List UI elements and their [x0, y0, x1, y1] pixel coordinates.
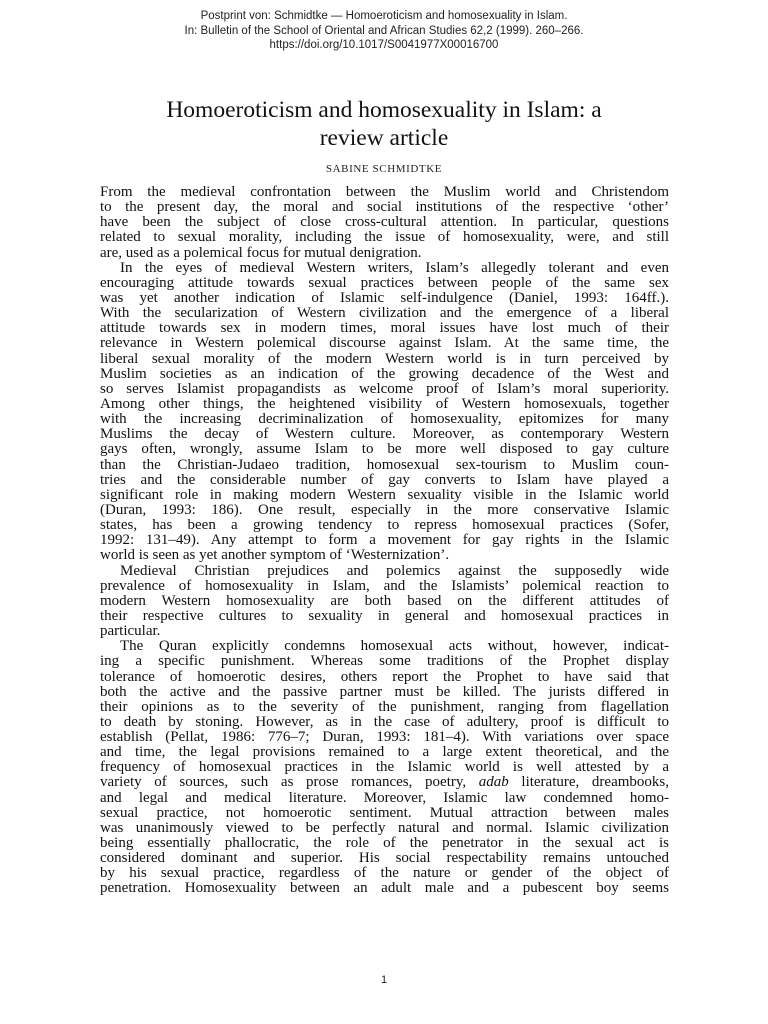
text-line: modern Western homosexuality are both based on the different attitudes of	[100, 592, 669, 609]
text-line: tolerance of homoerotic desires, others report the Prophet to have said that	[100, 668, 669, 685]
text-line: than the Christian-Judaeo tradition, homosexual sex-tourism to Muslim coun-	[100, 456, 669, 473]
text-line: prevalence of homosexuality in Islam, and the Islamists’ polemical reaction to	[100, 577, 669, 594]
text-line: by his sexual practice, regardless of the nature or gender of the object of	[100, 865, 669, 882]
text-line: penetration. Homosexuality between an adult male and a pubescent boy seems	[100, 880, 669, 897]
postprint-line: In: Bulletin of the School of Oriental and African Studies 62,2 (1999). 260–266.	[184, 24, 584, 37]
author-name: SABINE SCHMIDTKE	[325, 163, 443, 175]
text-line: to death by stoning. However, as in the case of adultery, proof is difficult to	[100, 713, 669, 730]
postprint-header	[0, 9, 768, 53]
text-line: particular.	[100, 623, 161, 640]
text-line: attitude towards sex in modern times, moral issues have lost much of their	[100, 320, 669, 337]
page-number: 1	[380, 974, 388, 986]
text-line: The Quran explicitly condemns homosexual acts without, however, indicat-	[120, 638, 669, 655]
text-line: and time, the legal provisions remained to a large extent theoretical, and the	[100, 744, 669, 761]
text-line: was unanimously viewed to be perfectly natural and normal. Islamic civilization	[100, 819, 669, 836]
body-paragraph	[100, 185, 669, 261]
article-body	[100, 185, 669, 897]
text-line: tries and the considerable number of gay converts to Islam have played a	[100, 471, 669, 488]
text-line: 1992: 131–49). Any attempt to form a movement for gay rights in the Islamic	[100, 532, 669, 549]
body-paragraph	[100, 639, 669, 896]
title-line: Homoeroticism and homosexuality in Islam: a	[166, 97, 602, 123]
text-line: so serves Islamist propagandists as welcome proof of Islam’s moral superiority.	[100, 380, 669, 397]
italic-term: adab	[478, 774, 509, 791]
text-line: sexual practice, not homoerotic sentiment. Mutual attraction between males	[100, 804, 669, 821]
text-line: was yet another indication of Islamic self-indulgence (Daniel, 1993: 164ff.).	[100, 289, 669, 306]
article-title	[80, 96, 688, 152]
text-line: gays often, wrongly, assume Islam to be more well disposed to gay culture	[100, 441, 669, 458]
text-line: From the medieval confrontation between the Muslim world and Christendom	[100, 184, 669, 200]
text-line: (Duran, 1993: 186). One result, especially in the more conservative Islamic	[100, 501, 669, 518]
postprint-line: Postprint von: Schmidtke — Homoeroticism and homosexuality in Islam.	[200, 10, 568, 22]
text-line: ing a specific punishment. Whereas some traditions of the Prophet display	[100, 653, 669, 670]
text-line: considered dominant and superior. His social respectability remains untouched	[100, 850, 669, 867]
text-line: significant role in making modern Western sexuality visible in the Islamic world	[100, 486, 669, 503]
text-line: their respective cultures to sexuality in general and homosexual practices in	[100, 607, 669, 624]
text-line: world is seen as yet another symptom of ‘Westernization’.	[100, 547, 450, 564]
text-line: relevance in Western polemical discourse against Islam. At the same time, the	[100, 335, 669, 352]
doi-link[interactable]: https://doi.org/10.1017/S0041977X00016700	[269, 39, 499, 51]
text-line: related to sexual morality, including the issue of homosexuality, were, and still	[100, 229, 669, 246]
text-line: Muslim societies as an indication of the growing decadence of the West and	[100, 365, 669, 382]
text-line: Among other things, the heightened visibility of Western homosexuals, together	[100, 395, 669, 412]
text-line: both the active and the passive partner must be killed. The jurists differed in	[100, 683, 669, 700]
text-line: have been the subject of close cross-cultural attention. In particular, questions	[100, 214, 669, 231]
text-line: In the eyes of medieval Western writers, Islam’s allegedly tolerant and even	[120, 259, 669, 276]
text-line: variety of sources, such as prose romances, poetry, adab literature, dreambooks,	[100, 774, 669, 791]
text-line: with the increasing decriminalization of homosexuality, epitomizes for many	[100, 411, 669, 428]
body-paragraph	[100, 261, 669, 564]
body-paragraph	[100, 564, 669, 640]
text-line: frequency of homosexual practices in the Islamic world is well attested by a	[100, 759, 669, 776]
text-line: liberal sexual morality of the modern Western world is in turn perceived by	[100, 350, 669, 367]
text-line: encouraging attitude towards sexual practices between people of the same sex	[100, 274, 669, 291]
text-line: their opinions as to the severity of the punishment, ranging from flagellation	[100, 698, 669, 715]
text-line: establish (Pellat, 1986: 776–7; Duran, 1993: 181–4). With variations over space	[100, 729, 669, 746]
text-line: states, has been a growing tendency to repress homosexual practices (Sofer,	[100, 517, 669, 534]
text-line: With the secularization of Western civilization and the emergence of a liberal	[100, 305, 669, 322]
text-line: to the present day, the moral and social institutions of the respective ‘other’	[100, 199, 669, 216]
text-line: Muslims the decay of Western culture. Moreover, as contemporary Western	[100, 426, 669, 443]
text-line: being essentially phallocratic, the role of the penetrator in the sexual act is	[100, 835, 669, 852]
title-line: review article	[319, 125, 449, 151]
text-line: Medieval Christian prejudices and polemics against the supposedly wide	[120, 562, 669, 579]
text-line: and legal and medical literature. Moreover, Islamic law condemned homo-	[100, 789, 669, 806]
text-line: are, used as a polemical focus for mutual denigration.	[100, 244, 422, 261]
